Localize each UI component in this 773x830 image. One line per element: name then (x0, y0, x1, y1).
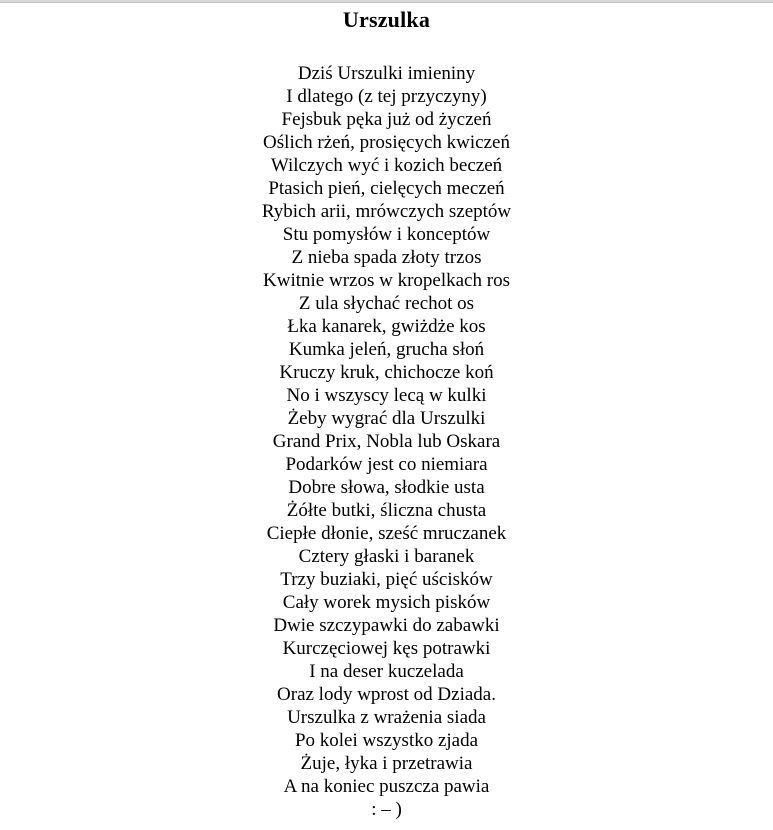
poem-line: Żeby wygrać dla Urszulki (287, 408, 486, 429)
poem-line: Trzy buziaki, pięć uścisków (280, 569, 493, 590)
poem-line: Oraz lody wprost od Dziada. (277, 684, 496, 705)
poem-line: Ciepłe dłonie, sześć mruczanek (266, 523, 507, 544)
window-edge-strip (0, 0, 773, 3)
poem-line: Łka kanarek, gwiżdże kos (287, 316, 486, 337)
poem-line: Dobre słowa, słodkie usta (288, 477, 485, 498)
poem-line: Z ula słychać rechot os (298, 293, 475, 314)
poem-line: Stu pomysłów i konceptów (282, 224, 491, 245)
poem-line: Cztery głaski i baranek (298, 546, 475, 567)
poem-line: Kumka jeleń, grucha słoń (288, 339, 485, 360)
poem-line: Podarków jest co niemiara (285, 454, 488, 475)
poem-line: Dziś Urszulki imieniny (297, 63, 476, 84)
poem-line: : – ) (371, 799, 402, 820)
poem-line: A na koniec puszcza pawia (283, 776, 490, 797)
poem-line: Kruczy kruk, chichocze koń (279, 362, 494, 383)
poem-line: Wilczych wyć i kozich beczeń (270, 155, 503, 176)
poem-line: Grand Prix, Nobla lub Oskara (272, 431, 501, 452)
poem-line: Dwie szczypawki do zabawki (273, 615, 500, 636)
poem-line: Kurczęciowej kęs potrawki (282, 638, 491, 659)
poem-line: Kwitnie wrzos w kropelkach ros (263, 270, 510, 291)
poem-line: Fejsbuk pęka już od życzeń (281, 109, 492, 130)
poem-line: No i wszyscy lecą w kulki (286, 385, 487, 406)
poem-title: Urszulka (342, 7, 431, 32)
poem-line: Żuje, łyka i przetrawia (300, 753, 473, 774)
poem-line: Żółte butki, śliczna chusta (286, 500, 487, 521)
poem-body (0, 62, 773, 821)
poem-line: Oślich rżeń, prosięcych kwiczeń (263, 132, 510, 153)
poem-line: I dlatego (z tej przyczyny) (286, 86, 487, 107)
poem-line: I na deser kuczelada (309, 661, 464, 682)
poem-line: Po kolei wszystko zjada (294, 730, 479, 751)
poem-line: Ptasich pień, cielęcych meczeń (268, 178, 505, 199)
poem-line: Urszulka z wrażenia siada (287, 707, 486, 728)
poem-line: Rybich arii, mrówczych szeptów (261, 201, 512, 222)
poem-line: Cały worek mysich pisków (282, 592, 491, 613)
poem-line: Z nieba spada złoty trzos (291, 247, 482, 268)
